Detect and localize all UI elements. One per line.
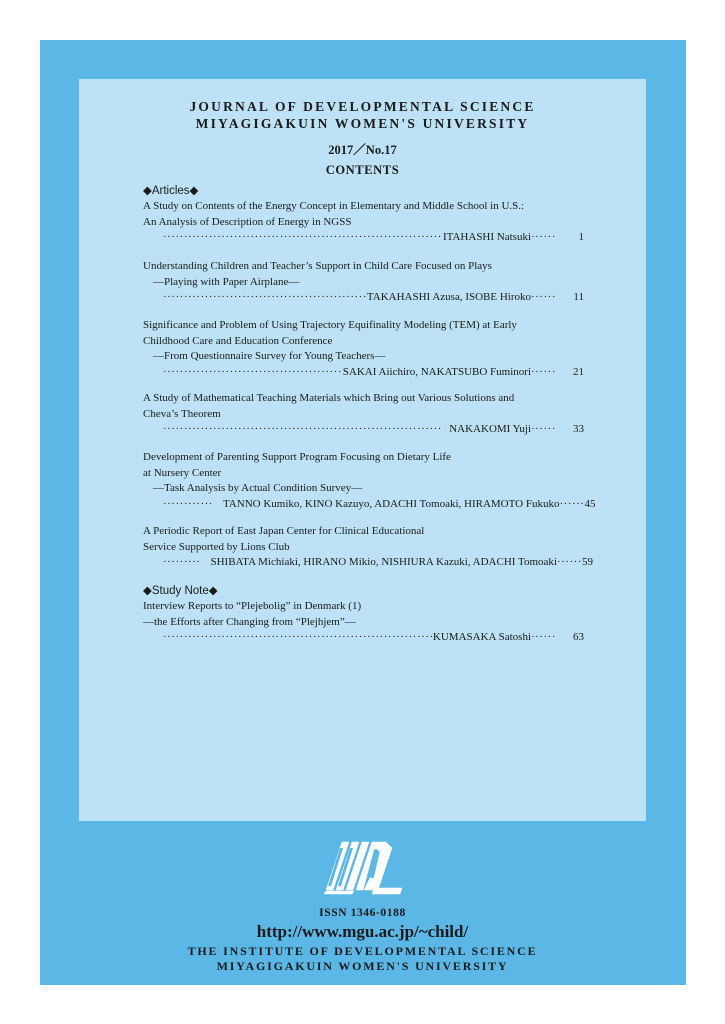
- article-title-line: Development of Parenting Support Program Focusing on Dietary Life: [143, 451, 451, 463]
- author-row: [143, 365, 584, 381]
- article-entry: [143, 259, 584, 306]
- issn: ISSN 1346-0188: [319, 907, 406, 919]
- page-number: 11: [573, 291, 584, 303]
- author-row: [143, 230, 584, 246]
- page-number: 21: [573, 365, 584, 378]
- dot-leader: ······: [559, 497, 585, 510]
- dot-leader: ·········: [163, 556, 201, 568]
- dot-leader: [143, 422, 443, 438]
- article-entry: [143, 391, 584, 438]
- article-authors: NAKAKOMI Yuji: [449, 423, 532, 435]
- dot-leader: ······: [531, 423, 556, 435]
- page-number: 59: [581, 556, 593, 568]
- article-authors: SAKAI Aiichiro, NAKATSUBO Fuminori: [342, 365, 532, 378]
- page-number: 63: [573, 631, 584, 643]
- article-entry: [143, 524, 593, 571]
- dot-leader: ······: [531, 291, 556, 303]
- dot-leader: ······: [531, 231, 556, 243]
- article-entry: [143, 450, 596, 512]
- dot-leader: ······: [556, 556, 582, 568]
- journal-title: [0, 98, 725, 132]
- dot-leader: ······: [531, 631, 556, 643]
- dot-leader: ······: [531, 365, 556, 378]
- article-subtitle: —From Questionnaire Survey for Young Teachers—: [153, 350, 386, 362]
- study-note-entry: [143, 599, 584, 646]
- dot-leader: ············: [163, 497, 213, 510]
- page-number: 33: [573, 423, 584, 435]
- author-row: [143, 497, 596, 513]
- articles-heading: ◆Articles◆: [143, 185, 199, 197]
- note-authors: KUMASAKA Satoshi: [432, 631, 532, 643]
- journal-title-line: JOURNAL OF DEVELOPMENTAL SCIENCE: [189, 99, 536, 114]
- article-title-line: Significance and Problem of Using Trajectory Equifinality Modeling (TEM) at Early: [143, 319, 517, 331]
- dot-leader: [143, 630, 433, 646]
- article-title-line: A Study on Contents of the Energy Concept in Elementary and Middle School in U.S.:: [143, 200, 525, 212]
- article-title-line: An Analysis of Description of Energy in NGSS: [143, 215, 352, 228]
- article-entry: [143, 199, 584, 246]
- contents-heading: CONTENTS: [325, 163, 400, 177]
- author-row: [143, 555, 593, 571]
- author-row: [143, 630, 584, 646]
- university-line: MIYAGIGAKUIN WOMEN'S UNIVERSITY: [195, 116, 530, 131]
- article-authors: ITAHASHI Natsuki: [442, 231, 532, 243]
- note-subtitle: —the Efforts after Changing from “Plejhjem”—: [143, 615, 356, 628]
- article-title-line: at Nursery Center: [143, 466, 222, 479]
- article-title-line: Childhood Care and Education Conference: [143, 334, 333, 347]
- article-authors: TANNO Kumiko, KINO Kazuyo, ADACHI Tomoaki, HIRAMOTO Fukuko: [222, 497, 560, 510]
- article-title-line: Cheva’s Theorem: [143, 407, 221, 420]
- university-name: MIYAGIGAKUIN WOMEN'S UNIVERSITY: [216, 959, 509, 973]
- article-title-line: Understanding Children and Teacher’s Support in Child Care Focused on Plays: [143, 260, 492, 272]
- article-title-line: A Periodic Report of East Japan Center for Clinical Educational: [143, 525, 425, 537]
- website-url[interactable]: http://www.mgu.ac.jp/~child/: [256, 922, 469, 941]
- note-title-line: Interview Reports to “Plejebolig” in Denmark (1): [143, 600, 362, 612]
- article-title-line: Service Supported by Lions Club: [143, 540, 290, 553]
- institute-name: THE INSTITUTE OF DEVELOPMENTAL SCIENCE: [187, 944, 538, 958]
- article-authors: SHIBATA Michiaki, HIRANO Mikio, NISHIURA Kazuki, ADACHI Tomoaki: [210, 556, 557, 568]
- article-subtitle: —Playing with Paper Airplane—: [153, 275, 300, 288]
- dot-leader: [143, 365, 343, 381]
- institute-logo-icon: [322, 838, 402, 896]
- author-row: [143, 290, 584, 306]
- article-entry: [143, 318, 584, 380]
- article-title-line: A Study of Mathematical Teaching Materials which Bring out Various Solutions and: [143, 392, 515, 404]
- author-row: [143, 422, 584, 438]
- dot-leader: [143, 230, 443, 246]
- article-subtitle: —Task Analysis by Actual Condition Survey—: [153, 482, 363, 494]
- dot-leader: [143, 290, 367, 306]
- page-number: 1: [578, 231, 584, 243]
- study-note-heading: ◆Study Note◆: [143, 585, 218, 597]
- volume-number: 2017／No.17: [328, 143, 397, 157]
- article-authors: TAKAHASHI Azusa, ISOBE Hiroko: [366, 291, 532, 303]
- publisher-block: [0, 944, 725, 974]
- page-number: 45: [584, 497, 596, 510]
